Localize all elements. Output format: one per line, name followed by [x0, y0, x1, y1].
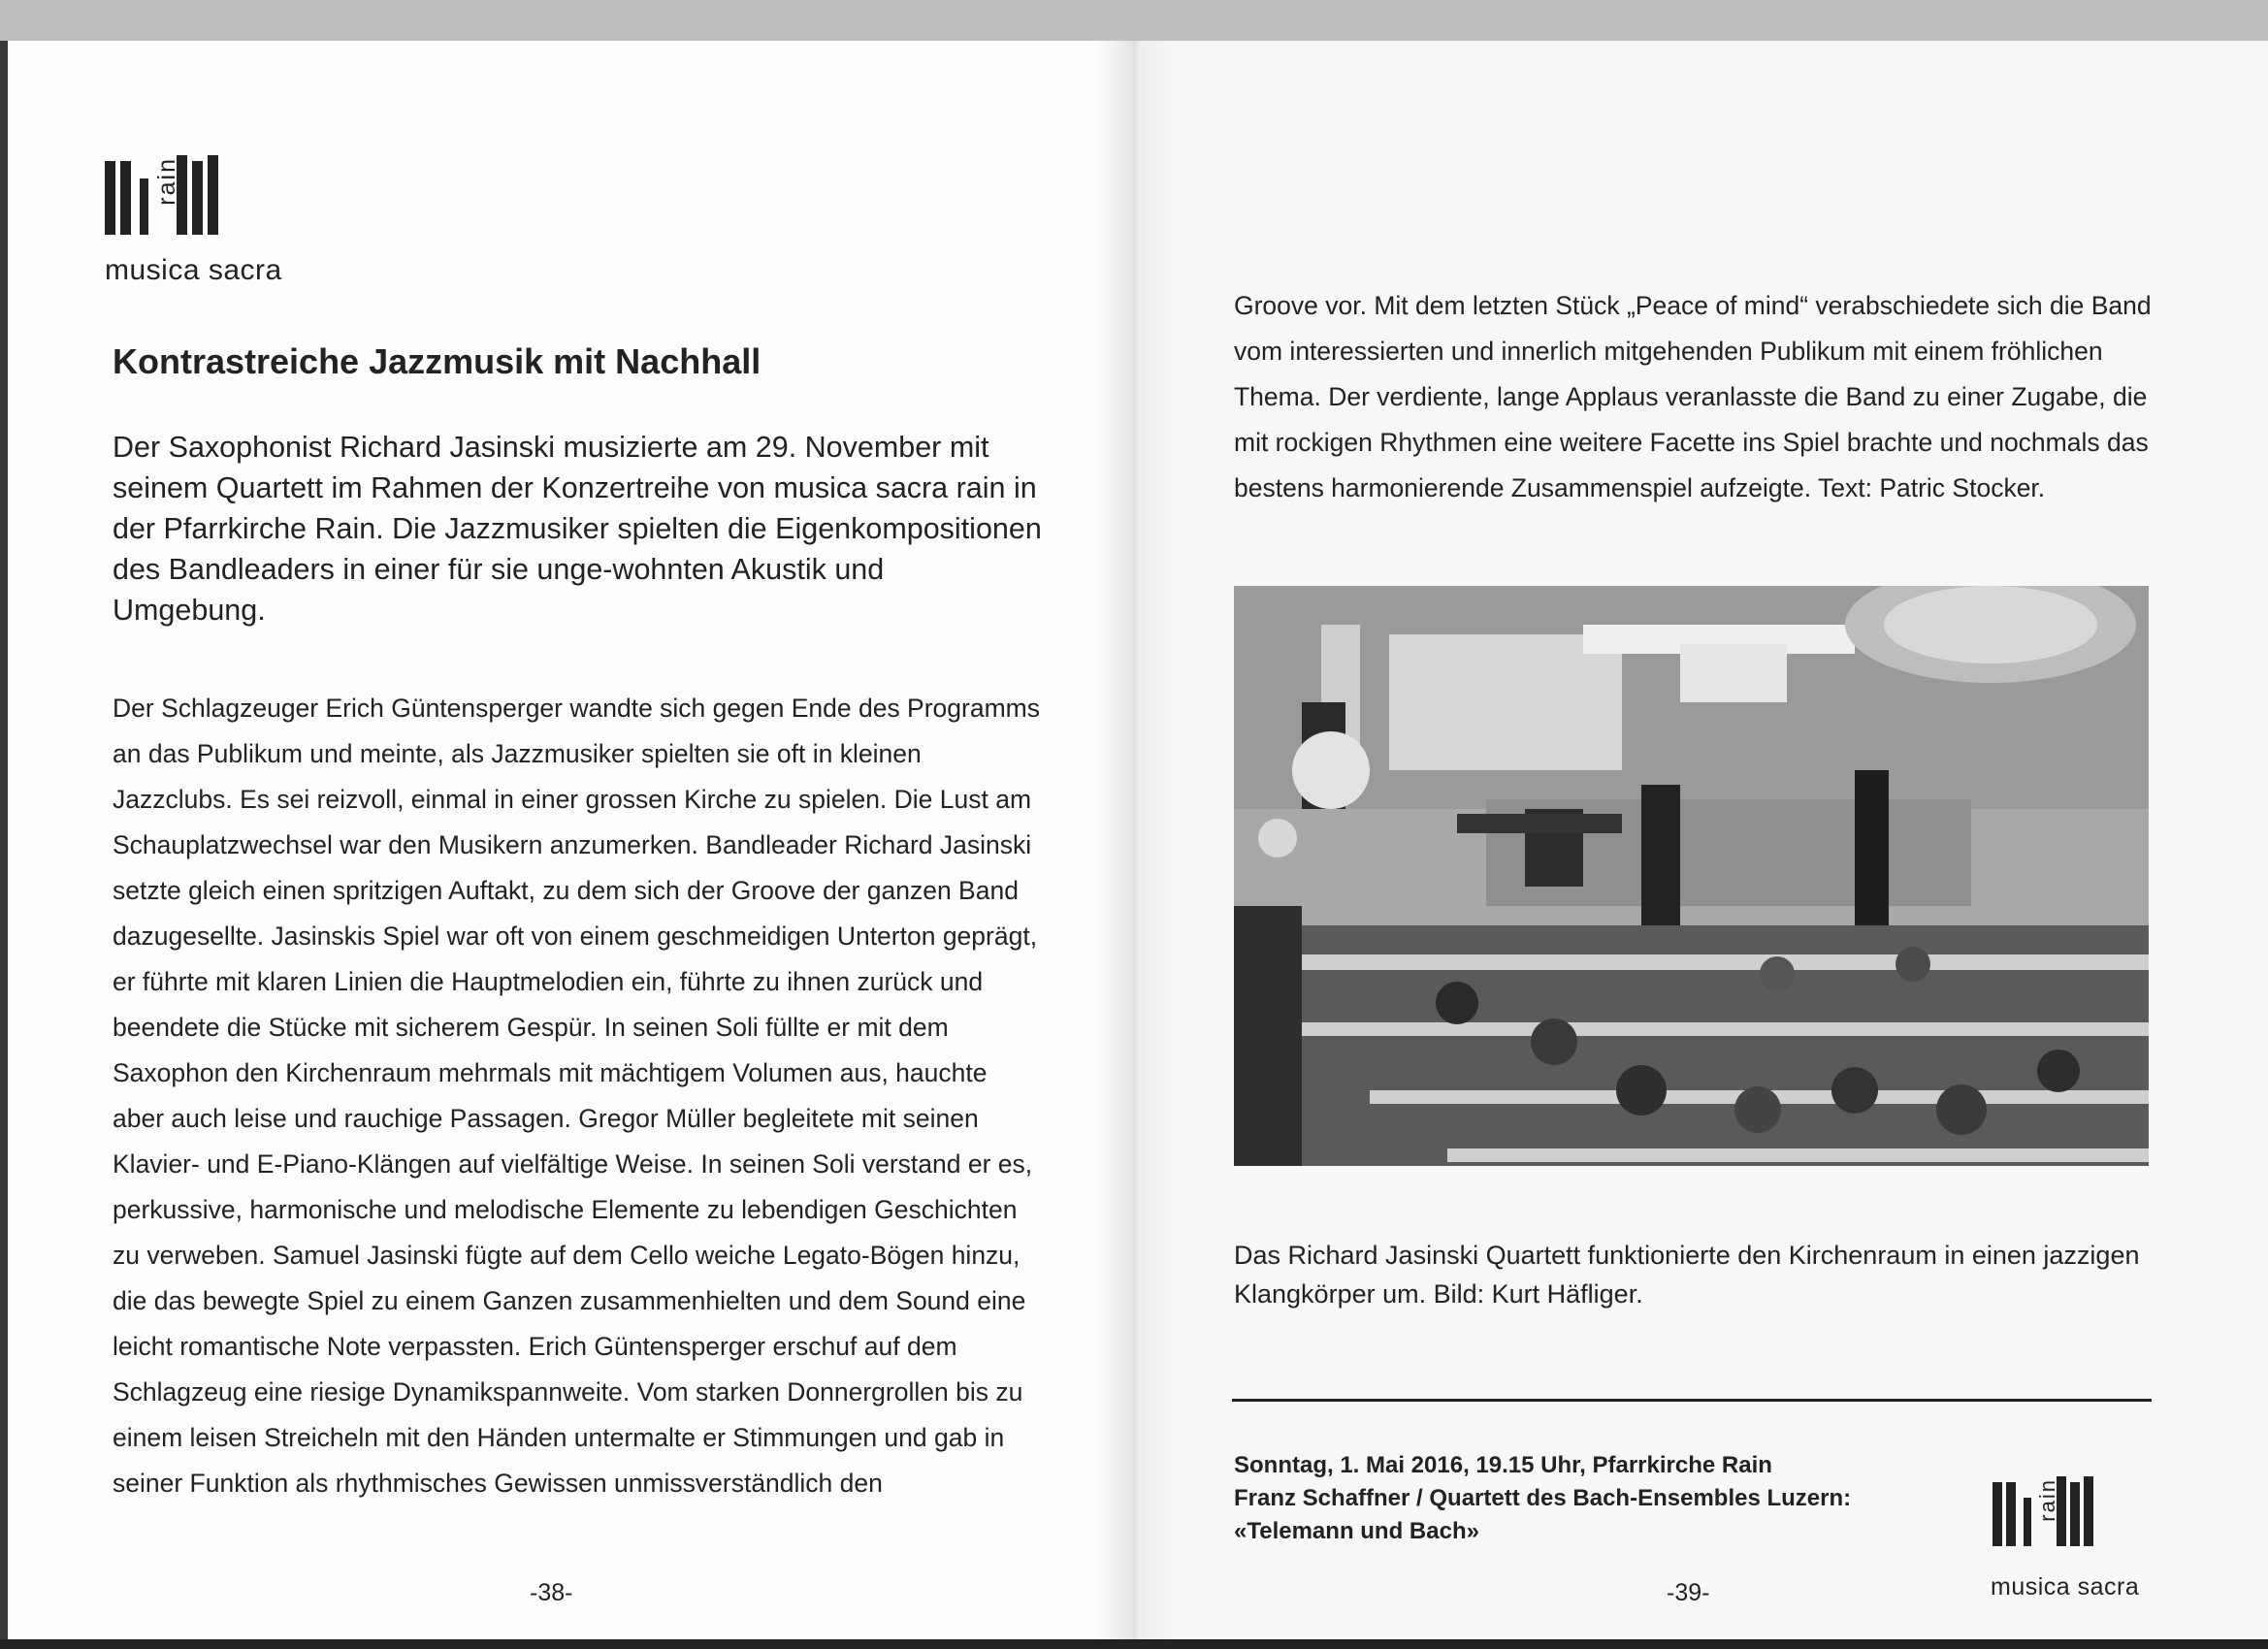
musica-sacra-rain-logo-small: [1987, 1438, 2152, 1602]
article-body: Der Schlagzeuger Erich Güntensperger wandte sich gegen Ende des Programms an das Publikum und meinte, als Jazzmusiker spielten sie oft in kleinen Jazzclubs. Es sei reizvoll, einmal in einer grossen Kirche zu spielen. Die Lust am Schauplatzwechsel war den Musikern anzumerken. Bandleader Richard Jasinski setzte gleich einen spritzigen Auftakt, zu dem sich der Groove der ganzen Band dazugesellte. Jasinskis Spiel war oft von einem geschmeidigen Unterton geprägt, er führte mit klaren Linien die Hauptmelodien ein, führte zu ihnen zurück und beendete die Stücke mit sicherem Gespür. In seinen Soli füllte er mit dem Saxophon den Kirchenraum mehrmals mit mächtigem Volumen aus, hauchte aber auch leise und rauchige Passagen. Gregor Müller begleitete mit seinen Klavier- und E-Piano-Klängen auf vielfältige Weise. In seinen Soli verstand er es, perkussive, harmonische und melodische Elemente zu lebendigen Geschichten zu verweben. Samuel Jasinski fügte auf dem Cello weiche Legato-Bögen hinzu, die das bewegte Spiel zu einem Ganzen zusammenhielten und dem Sound eine leicht romantische Note verpassten. Erich Güntensperger erschuf auf dem Schlagzeug eine riesige Dynamikspannweite. Vom starken Donnergrollen bis zu einem leisen Streicheln mit den Händen untermalte er Stimmungen und gab in seiner Funktion als rhythmisches Gewissen unmissverständlich den: [113, 694, 1040, 1498]
article-lead: Der Saxophonist Richard Jasinski musizierte am 29. November mit seinem Quartett im Rahmen der Konzertreihe von musica sacra rain in der Pfarrkirche Rain. Die Jazzmusiker spielten die Eigenkompositionen des Bandleaders in einer für sie unge-wohnten Akustik und Umgebung.: [113, 431, 1042, 627]
announcement-line-1: Sonntag, 1. Mai 2016, 19.15 Uhr, Pfarrkirche Rain: [1234, 1452, 1772, 1478]
left-page: [8, 41, 1133, 1639]
article-headline: Kontrastreiche Jazzmusik mit Nachhall: [113, 341, 761, 381]
right-page: [1133, 41, 2268, 1639]
photo-caption: Das Richard Jasinski Quartett funktionierte den Kirchenraum in einen jazzigen Klangkörper um. Bild: Kurt Häfliger.: [1234, 1241, 2140, 1309]
announcement-line-2: Franz Schaffner / Quartett des Bach-Ensembles Luzern:: [1234, 1485, 1852, 1511]
page-number-right: -39-: [1667, 1579, 1710, 1606]
logo-bars: [97, 111, 291, 208]
announcement-line-3: «Telemann und Bach»: [1234, 1518, 1479, 1544]
scan-bottom-edge: [0, 1639, 2268, 1649]
page-number-left: -38-: [530, 1579, 573, 1606]
logo-small-bars: [1987, 1438, 2152, 1535]
book-gutter: [1096, 41, 1174, 1639]
logo-small-vertical-text: rain: [2035, 1478, 2059, 1522]
logo-vertical-text: rain: [153, 157, 180, 206]
separator-rule: [1232, 1399, 2152, 1402]
concert-photo-drawing: [1234, 586, 2149, 1166]
scan-top-edge: [0, 0, 2268, 41]
musica-sacra-rain-logo: [97, 111, 291, 295]
concert-photo: [1234, 586, 2149, 1166]
logo-small-wordmark: musica sacra: [1991, 1573, 2140, 1600]
article-continuation: Groove vor. Mit dem letzten Stück „Peace of mind“ verabschiedete sich die Band vom interessierten und innerlich mitgehenden Publikum mit einem fröhlichen Thema. Der verdiente, lange Applaus veranlasste die Band zu einer Zugabe, die mit rockigen Rhythmen eine weitere Facette ins Spiel brachte und nochmals das bestens harmonierende Zusammenspiel aufzeigte. Text: Patric Stocker.: [1234, 291, 2152, 502]
logo-wordmark: musica sacra: [105, 254, 282, 286]
event-announcement: [1234, 1449, 1932, 1548]
